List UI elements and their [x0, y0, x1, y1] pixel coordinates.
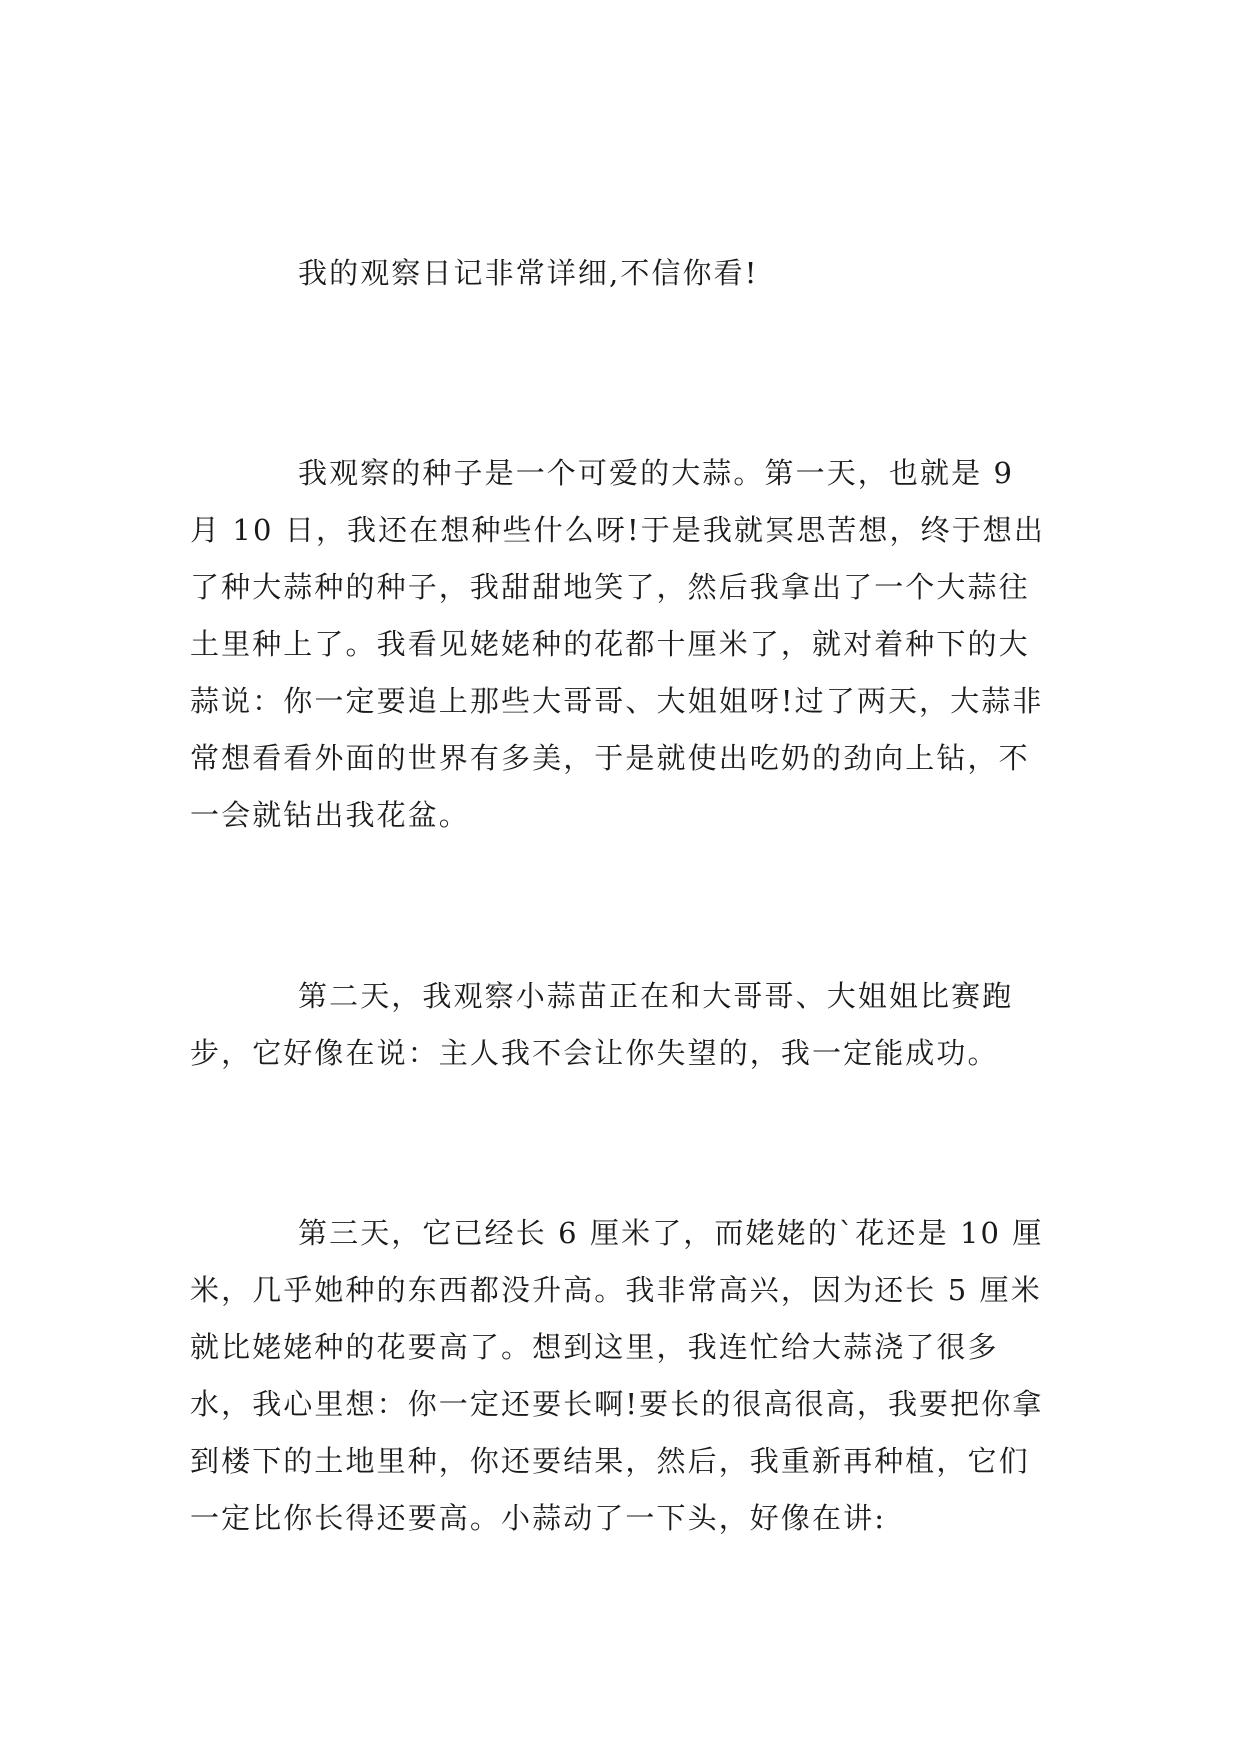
paragraph-day-two: 第二天，我观察小蒜苗正在和大哥哥、大姐姐比赛跑步，它好像在说：主人我不会让你失望的，我一定能成功。	[190, 979, 1014, 1070]
paragraph-day-three: 第三天，它已经长 6 厘米了，而姥姥的`花还是 10 厘米，几乎她种的东西都没升高。我非常高兴，因为还长 5 厘米就比姥姥种的花要高了。想到这里，我连忙给大蒜浇了很多水，我心里想：你一定还要长啊!要长的很高很高，我要把你拿到楼下的土地里种，你还要结果，然后，我重新再种植，它们一定比你长得还要高。小蒜动了一下头，好像在讲:	[190, 1216, 1044, 1535]
paragraph-day-one: 我观察的种子是一个可爱的大蒜。第一天，也就是 9 月 10 日，我还在想种些什么呀!于是我就冥思苦想，终于想出了种大蒜种的种子，我甜甜地笑了，然后我拿出了一个大蒜往土里种上了。我看见姥姥种的花都十厘米了，就对着种下的大蒜说：你一定要追上那些大哥哥、大姐姐呀!过了两天，大蒜非常想看看外面的世界有多美，于是就使出吃奶的劲向上钻，不一会就钻出我花盆。	[190, 456, 1045, 832]
paragraph-intro: 我的观察日记非常详细,不信你看!	[298, 256, 759, 290]
